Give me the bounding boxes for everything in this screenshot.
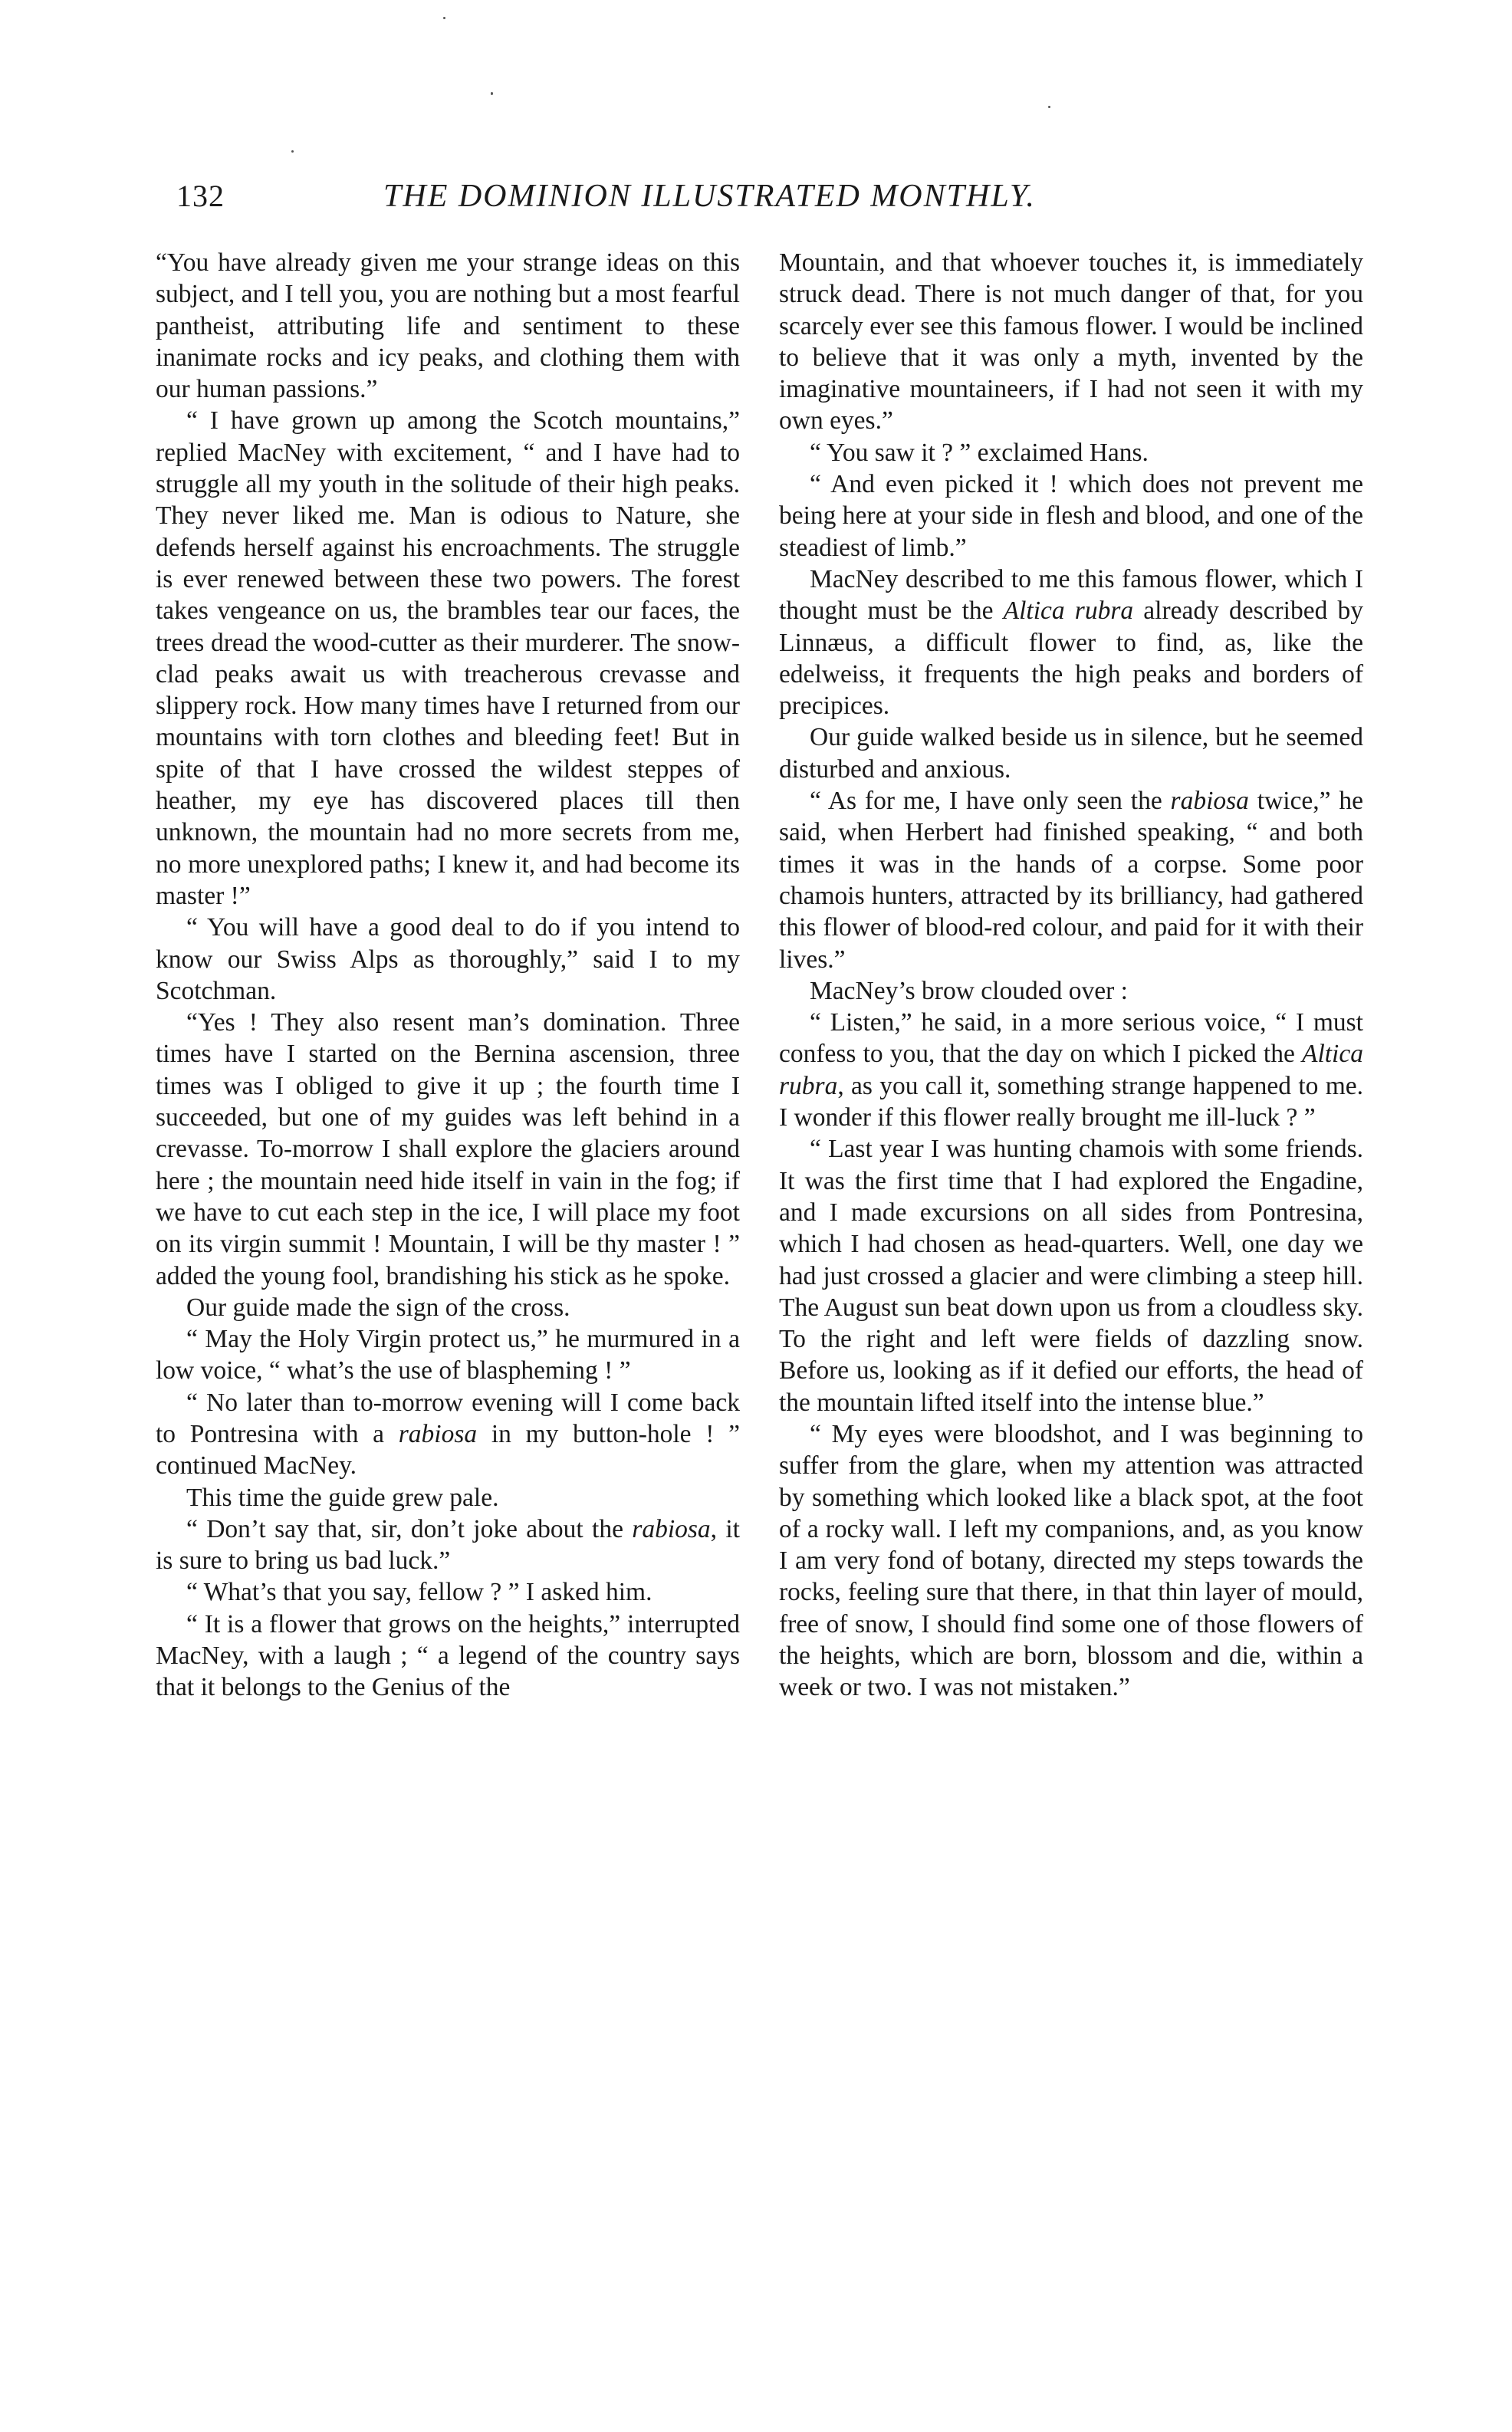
italic-term: rabiosa [632, 1514, 711, 1543]
italic-term: rabiosa [1170, 787, 1249, 816]
paragraph: “ Don’t say that, sir, don’t joke about the rabiosa, it is sure to bring us bad luck.” [156, 1514, 740, 1576]
ink-speck [291, 150, 294, 153]
page-header [153, 178, 1365, 224]
paragraph: “ No later than to-morrow evening will I come back to Pontresina with a rabiosa in my button-hole ! ” continued MacNey. [156, 1388, 740, 1481]
paragraph: “You have already given me your strange ideas on this subject, and I tell you, you are nothing but a most fearful pantheist, attributing life and sentiment to these inanimate rocks and icy peaks, and clothing them with our human passions.” [156, 248, 740, 404]
paragraph: “ My eyes were bloodshot, and I was beginning to suffer from the glare, when my attention was attracted by something which looked like a black spot, at the foot of a rocky wall. I left my companions, and, as you know I am very fond of botany, directed my steps towards the rocks, feeling sure that there, in that thin layer of mould, free of snow, I should find some one of those flowers of the heights, which are born, blossom and die, within a week or two. I was not mistaken.” [779, 1419, 1363, 1702]
paragraph: “ As for me, I have only seen the rabiosa twice,” he said, when Herbert had finished speaking, “ and both times it was in the hands of a corpse. Some poor chamois hunters, attracted by its brilliancy, had gathered this flower of blood-red colour, and paid for it with their lives.” [779, 787, 1363, 974]
running-title: THE DOMINION ILLUSTRATED MONTHLY. [383, 179, 1036, 214]
paragraph: MacNey described to me this famous flower, which I thought must be the Altica rubra already described by Linnæus, a difficult flower to find, as, like the edelweiss, it frequents the high peaks and borders of precipices. [779, 564, 1364, 721]
paragraph: Our guide walked beside us in silence, but he seemed disturbed and anxious. [779, 723, 1363, 784]
ink-speck [491, 92, 493, 95]
paragraph: “ What’s that you say, fellow ? ” I asked him. [186, 1578, 652, 1607]
italic-term: rabiosa [398, 1419, 478, 1448]
italic-term: Altica rubra [1003, 596, 1134, 626]
left-text-column [156, 247, 740, 1704]
paragraph: Mountain, and that whoever touches it, is immediately struck dead. There is not much danger of that, for you scarcely ever see this famous flower. I would be inclined to believe that it was only a myth, invented by the imaginative mountaineers, if I had not seen it with my own eyes.” [779, 248, 1363, 435]
paragraph: “ You will have a good deal to do if you intend to know our Swiss Alps as thoroughly,” said I to my Scotchman. [156, 913, 740, 1005]
page-number: 132 [176, 179, 225, 213]
ink-speck [1048, 106, 1050, 108]
paragraph: “Yes ! They also resent man’s domination. Three times have I started on the Bernina ascension, three times was I obliged to give it up ; the fourth time I succeeded, but one of my guides was left behind in a crevasse. To-morrow I shall explore the glaciers around here ; the mountain need hide itself in vain in the fog; if we have to cut each step in the ice, I will place my foot on its virgin summit ! Mountain, I will be thy master ! ” added the young fool, brandishing his stick as he spoke. [156, 1008, 740, 1290]
paragraph: Our guide made the sign of the cross. [186, 1293, 570, 1322]
paragraph: “ It is a flower that grows on the heights,” interrupted MacNey, with a laugh ; “ a legend of the country says that it belongs to the Genius of the [156, 1609, 740, 1702]
paragraph: “ Last year I was hunting chamois with some friends. It was the first time that I had explored the Engadine, and I made excursions on all sides from Pontresina, which I had chosen as head-quarters. Well, one day we had just crossed a glacier and were climbing a steep hill. The August sun beat down upon us from a cloudless sky. To the right and left were fields of dazzling snow. Before us, looking as if it defied our efforts, the head of the mountain lifted itself into the intense blue.” [779, 1135, 1363, 1417]
paragraph: “ And even picked it ! which does not prevent me being here at your side in flesh and blood, and one of the steadiest of limb.” [779, 470, 1363, 562]
paragraph: “ I have grown up among the Scotch mountains,” replied MacNey with excitement, “ and I have had to struggle all my youth in the solitude of their high peaks. They never liked me. Man is odious to Nature, she defends herself against his encroachments. The struggle is ever renewed between these two powers. The forest takes vengeance on us, the brambles tear our faces, the trees dread the wood-cutter as their murderer. The snow-clad peaks await us with treacherous crevasse and slippery rock. How many times have I returned from our mountains with torn clothes and bleeding feet! But in spite of that I have crossed the wildest steppes of heather, my eye has discovered places till then unknown, the mountain had no more secrets from me, no more unexplored paths; I knew it, and had become its master !” [156, 406, 740, 910]
paragraph: “ Listen,” he said, in a more serious voice, “ I must confess to you, that the day on which I picked the Altica rubra, as you call it, something strange happened to me. I wonder if this flower really brought me ill-luck ? ” [779, 1008, 1363, 1132]
right-text-column [779, 247, 1363, 1704]
paragraph: “ You saw it ? ” exclaimed Hans. [810, 438, 1149, 467]
paragraph: “ May the Holy Virgin protect us,” he murmured in a low voice, “ what’s the use of blaspheming ! ” [156, 1325, 740, 1385]
ink-speck [443, 17, 445, 19]
paragraph: MacNey’s brow clouded over : [810, 976, 1128, 1005]
italic-term: Altica rubra [779, 1040, 1363, 1100]
paragraph: This time the guide grew pale. [186, 1483, 499, 1512]
